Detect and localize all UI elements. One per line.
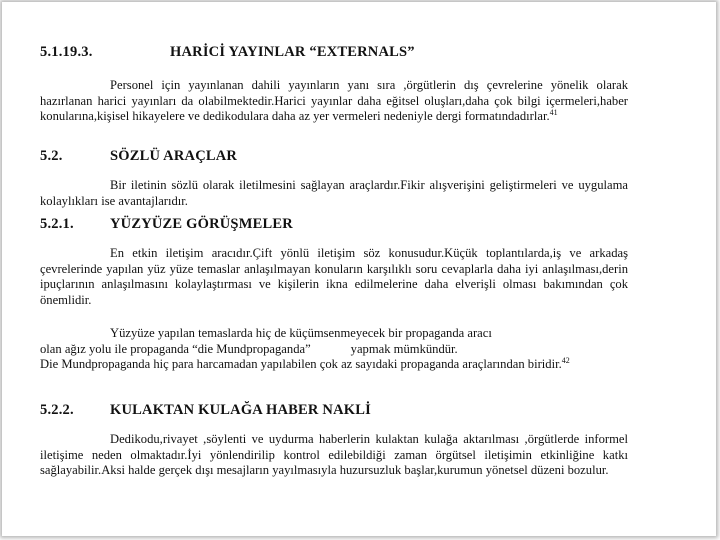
paragraph-line: [40, 342, 628, 358]
paragraph-line-part: yapmak mümkündür.: [350, 341, 458, 356]
section-heading-5-2-1: [40, 216, 293, 233]
section-title: YÜZYÜZE GÖRÜŞMELER: [110, 216, 293, 232]
section-title: KULAKTAN KULAĞA HABER NAKLİ: [110, 402, 371, 418]
section-title: HARİCİ YAYINLAR “EXTERNALS”: [170, 44, 415, 60]
paragraph-grapevine: Dedikodu,rivayet ,söylenti ve uydurma haberlerin kulaktan kulağa aktarılması ,örgütlerde informel iletişime neden olmaktadır.İyi yönlendirilip kontrol edilebildiği zaman örgütsel iletişimin etkinliğine katkı sağlayabilir.Aksi halde gerçek dışı mesajların yayılmasıyla huzursuzluk başlar,kurumun yönetsel düzeni bozulur.: [40, 432, 628, 478]
section-number: 5.2.: [40, 148, 63, 164]
section-number: 5.2.1.: [40, 216, 74, 232]
footnote-marker: 41: [549, 108, 558, 117]
paragraph-line-part: olan ağız yolu ile propaganda “die Mundpropaganda”: [40, 341, 311, 356]
paragraph-oral-tools: Bir iletinin sözlü olarak iletilmesini sağlayan araçlardır.Fikir alışverişini geliştirmeleri ve uygulama kolaylıkları ise avantajlarıdır.: [40, 178, 628, 208]
section-title: SÖZLÜ ARAÇLAR: [110, 148, 238, 164]
paragraph-text: Die Mundpropaganda hiç para harcamadan yapılabilen çok az sayıdaki propaganda araçlarından biridir.: [40, 357, 562, 372]
paragraph-line: Yüzyüze yapılan temaslarda hiç de küçümsenmeyecek bir propaganda aracı: [110, 326, 492, 340]
section-number: 5.2.2.: [40, 402, 74, 418]
paragraph-face-to-face-2: [40, 326, 628, 373]
section-number: 5.1.19.3.: [40, 44, 93, 60]
footnote-marker: 42: [561, 356, 570, 365]
section-heading-5-2: [40, 148, 237, 165]
slide-page: [2, 2, 716, 536]
paragraph-line: [40, 357, 628, 373]
paragraph-face-to-face-1: En etkin iletişim aracıdır.Çift yönlü iletişim söz konusudur.Küçük toplantılarda,iş ve arkadaş çevrelerinde yapılan yüz yüze temaslar anlaşılmayan konuların karşılıklı soru cevaplarla daha iyi anlaşılması,derin ipuçlarının anlaşılmasını kolaylaştırması ve kişilerin ikna edilmelerine daha elverişli olması bakımından çok önemlidir.: [40, 246, 628, 307]
section-heading-5-2-2: [40, 402, 371, 419]
paragraph-externals: [40, 78, 628, 125]
section-heading-5-1-19-3: [40, 44, 415, 61]
paragraph-text: Personel için yayınlanan dahili yayınların yanı sıra ,örgütlerin dış çevrelerine yönelik olarak hazırlanan harici yayınları da olabilmektedir.Harici yayınlar daha eğitsel oluşları,daha çok bilgi içermeleri,haber konularına,kişisel hikayelere ve dedikodulara daha az yer vermeleri nedeniyle dergi formatındadırlar.: [40, 78, 628, 124]
